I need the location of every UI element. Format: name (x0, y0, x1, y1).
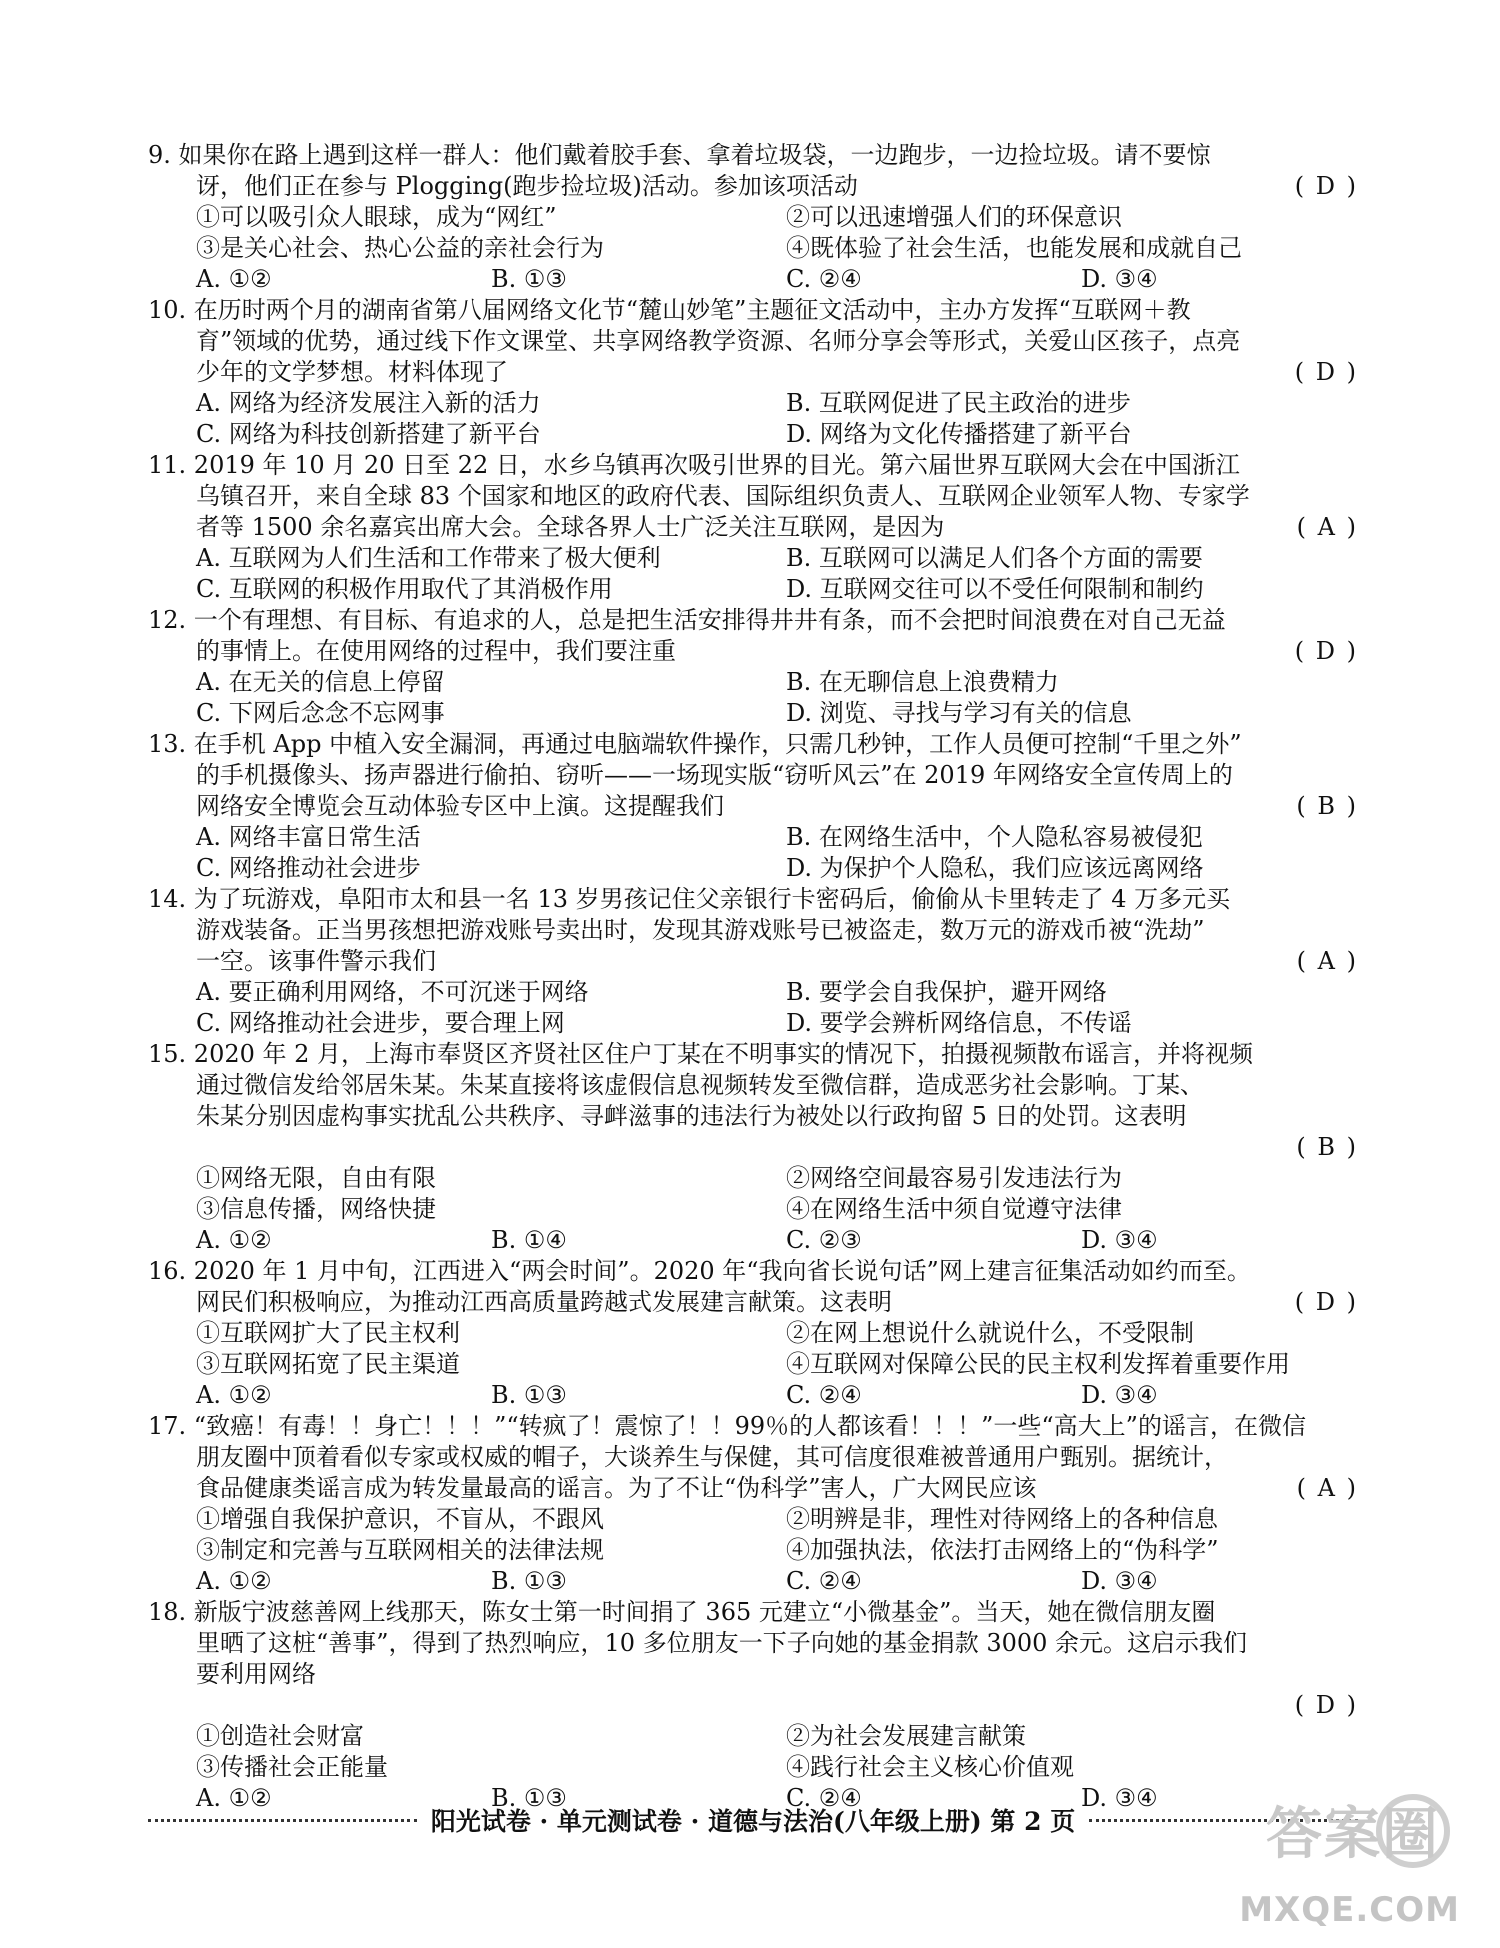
question-13 (148, 729, 1358, 884)
choice-option: C. ②④ (786, 265, 862, 293)
choice-option: B. 互联网促进了民主政治的进步 (786, 389, 1131, 417)
question-stem-line: 14. 为了玩游戏，阜阳市太和县一名 13 岁男孩记住父亲银行卡密码后，偷偷从卡里转走了 4 万多元买 (148, 885, 1231, 913)
answer-bracket: ( A ) (1296, 1474, 1358, 1502)
question-stem-line: 里晒了这桩“善事”，得到了热烈响应，10 多位朋友一下子向她的基金捐款 3000 余元。这启示我们 (196, 1629, 1248, 1657)
question-stem-line: 12. 一个有理想、有目标、有追求的人，总是把生活安排得井井有条，而不会把时间浪费在对自己无益 (148, 606, 1226, 634)
choice-option: A. 在无关的信息上停留 (196, 668, 445, 696)
statement-option: ②在网上想说什么就说什么，不受限制 (786, 1319, 1194, 1347)
statement-option: ④互联网对保障公民的民主权利发挥着重要作用 (786, 1350, 1290, 1378)
choice-option: A. ①② (196, 265, 272, 293)
question-18 (148, 1597, 1358, 1814)
question-stem-line: 游戏装备。正当男孩想把游戏账号卖出时，发现其游戏账号已被盗走，数万元的游戏币被“洗劫” (196, 916, 1205, 944)
watermark-logo: 答案圈 (1266, 1802, 1440, 1867)
question-10 (148, 295, 1358, 450)
question-14 (148, 884, 1358, 1039)
statement-option: ②为社会发展建言献策 (786, 1722, 1026, 1750)
statement-option: ①增强自我保护意识，不盲从，不跟风 (196, 1505, 604, 1533)
choice-option: B. 在无聊信息上浪费精力 (786, 668, 1059, 696)
choice-option: D. 浏览、寻找与学习有关的信息 (786, 699, 1132, 727)
answer-bracket: ( B ) (1296, 792, 1358, 820)
choice-option: D. ③④ (1081, 1381, 1158, 1409)
question-stem-line: 17. “致癌！有毒！！身亡！！！”“转疯了！震惊了！！99％的人都该看！！！”一些“高大上”的谣言，在微信 (148, 1412, 1306, 1440)
choice-option: D. ③④ (1081, 1567, 1158, 1595)
question-stem-line: 的手机摄像头、扬声器进行偷拍、窃听——一场现实版“窃听风云”在 2019 年网络安全宣传周上的 (196, 761, 1233, 789)
statement-option: ③信息传播，网络快捷 (196, 1195, 436, 1223)
question-17 (148, 1411, 1358, 1597)
choice-option: B. ①④ (491, 1226, 567, 1254)
question-11 (148, 450, 1358, 605)
answer-bracket: ( D ) (1294, 1288, 1358, 1316)
question-stem-line: 讶，他们正在参与 Plogging(跑步捡垃圾)活动。参加该项活动 ( D ) (196, 172, 1358, 200)
choice-option: A. ①② (196, 1226, 272, 1254)
choice-option: D. 网络为文化传播搭建了新平台 (786, 420, 1132, 448)
question-stem-line: 通过微信发给邻居朱某。朱某直接将该虚假信息视频转发至微信群，造成恶劣社会影响。丁某、 (196, 1071, 1204, 1099)
statement-option: ③是关心社会、热心公益的亲社会行为 (196, 234, 604, 262)
question-16 (148, 1256, 1358, 1411)
question-15 (148, 1039, 1358, 1256)
choice-option: C. 网络为科技创新搭建了新平台 (196, 420, 541, 448)
choice-option: A. ①② (196, 1567, 272, 1595)
choice-option: D. ③④ (1081, 1784, 1158, 1812)
question-stem-line: 少年的文学梦想。材料体现了 ( D ) (196, 358, 1358, 386)
choice-option: A. 互联网为人们生活和工作带来了极大便利 (196, 544, 661, 572)
watermark-site: MXQE.COM (1239, 1890, 1460, 1930)
statement-option: ①互联网扩大了民主权利 (196, 1319, 460, 1347)
answer-line (148, 1690, 1358, 1721)
statement-option: ①可以吸引众人眼球，成为“网红” (196, 203, 557, 231)
statement-option: ③制定和完善与互联网相关的法律法规 (196, 1536, 604, 1564)
choice-option: C. ②③ (786, 1226, 862, 1254)
statement-option: ④加强执法，依法打击网络上的“伪科学” (786, 1536, 1219, 1564)
question-stem-line: 9. 如果你在路上遇到这样一群人：他们戴着胶手套、拿着垃圾袋，一边跑步，一边捡垃圾。请不要惊 (148, 141, 1211, 169)
question-stem-line: 11. 2019 年 10 月 20 日至 22 日，水乡乌镇再次吸引世界的目光。第六届世界互联网大会在中国浙江 (148, 451, 1240, 479)
question-list (148, 140, 1358, 1814)
question-stem-line: 15. 2020 年 2 月，上海市奉贤区齐贤社区住户丁某在不明事实的情况下，拍摄视频散布谣言，并将视频 (148, 1040, 1254, 1068)
question-stem-line: 者等 1500 余名嘉宾出席大会。全球各界人士广泛关注互联网，是因为 ( A ) (196, 513, 1358, 541)
question-stem-line: 育”领域的优势，通过线下作文课堂、共享网络教学资源、名师分享会等形式，关爱山区孩子，点亮 (196, 327, 1241, 355)
statement-option: ③互联网拓宽了民主渠道 (196, 1350, 460, 1378)
question-stem-line: 网民们积极响应，为推动江西高质量跨越式发展建言献策。这表明 ( D ) (196, 1288, 1358, 1316)
choice-option: D. 为保护个人隐私，我们应该远离网络 (786, 854, 1204, 882)
choice-option: C. ②④ (786, 1381, 862, 1409)
question-stem-line: 乌镇召开，来自全球 83 个国家和地区的政府代表、国际组织负责人、互联网企业领军人物、专家学 (196, 482, 1250, 510)
choice-option: B. ①③ (491, 1381, 567, 1409)
choice-option: D. 互联网交往可以不受任何限制和制约 (786, 575, 1204, 603)
watermark (1239, 1790, 1460, 1930)
question-12 (148, 605, 1358, 729)
choice-option: D. 要学会辨析网络信息，不传谣 (786, 1009, 1132, 1037)
answer-line (148, 1132, 1358, 1163)
choice-option: B. ①③ (491, 1784, 567, 1812)
choice-option: C. 网络推动社会进步 (196, 854, 421, 882)
statement-option: ②网络空间最容易引发违法行为 (786, 1164, 1122, 1192)
choice-option: A. ①② (196, 1784, 272, 1812)
question-stem-line: 的事情上。在使用网络的过程中，我们要注重 ( D ) (196, 637, 1358, 665)
question-stem-line: 朱某分别因虚构事实扰乱公共秩序、寻衅滋事的违法行为被处以行政拘留 5 日的处罚。这表明 (196, 1102, 1187, 1130)
question-9 (148, 140, 1358, 295)
answer-bracket: ( B ) (1296, 1133, 1358, 1161)
statement-option: ③传播社会正能量 (196, 1753, 388, 1781)
answer-bracket: ( D ) (1294, 1691, 1358, 1719)
statement-option: ②明辨是非，理性对待网络上的各种信息 (786, 1505, 1218, 1533)
answer-bracket: ( A ) (1296, 947, 1358, 975)
choice-option: C. 下网后念念不忘网事 (196, 699, 445, 727)
choice-option: B. 互联网可以满足人们各个方面的需要 (786, 544, 1203, 572)
statement-option: ①创造社会财富 (196, 1722, 364, 1750)
statement-option: ④既体验了社会生活，也能发展和成就自己 (786, 234, 1242, 262)
question-stem-line: 一空。该事件警示我们 ( A ) (196, 947, 1358, 975)
answer-bracket: ( D ) (1294, 358, 1358, 386)
choice-option: C. 网络推动社会进步，要合理上网 (196, 1009, 565, 1037)
choice-option: C. ②④ (786, 1567, 862, 1595)
answer-bracket: ( D ) (1294, 172, 1358, 200)
page-footer (148, 1802, 1358, 1838)
answer-bracket: ( D ) (1294, 637, 1358, 665)
choice-option: A. 网络丰富日常生活 (196, 823, 421, 851)
question-stem-line: 10. 在历时两个月的湖南省第八届网络文化节“麓山妙笔”主题征文活动中，主办方发挥“互联网＋教 (148, 296, 1191, 324)
footer-divider (148, 1819, 417, 1822)
footer-text: 阳光试卷 · 单元测试卷 · 道德与法治(八年级上册) 第 2 页 (430, 1807, 1076, 1836)
question-stem-line: 18. 新版宁波慈善网上线那天，陈女士第一时间捐了 365 元建立“小微基金”。当天，她在微信朋友圈 (148, 1598, 1216, 1626)
choice-option: C. 互联网的积极作用取代了其消极作用 (196, 575, 613, 603)
question-stem-line: 网络安全博览会互动体验专区中上演。这提醒我们 ( B ) (196, 792, 1358, 820)
question-stem-line: 食品健康类谣言成为转发量最高的谣言。为了不让“伪科学”害人，广大网民应该 ( A ) (196, 1474, 1358, 1502)
question-stem-line: 16. 2020 年 1 月中旬，江西进入“两会时间”。2020 年“我向省长说句话”网上建言征集活动如约而至。 (148, 1257, 1251, 1285)
statement-option: ④在网络生活中须自觉遵守法律 (786, 1195, 1122, 1223)
question-stem-line: 要利用网络 (196, 1660, 316, 1688)
question-stem-line: 13. 在手机 App 中植入安全漏洞，再通过电脑端软件操作，只需几秒钟，工作人员便可控制“千里之外” (148, 730, 1242, 758)
question-stem-line: 朋友圈中顶着看似专家或权威的帽子，大谈养生与保健，其可信度很难被普通用户甄别。据统计， (196, 1443, 1228, 1471)
choice-option: B. ①③ (491, 1567, 567, 1595)
choice-option: A. ①② (196, 1381, 272, 1409)
statement-option: ④践行社会主义核心价值观 (786, 1753, 1074, 1781)
choice-option: B. 要学会自我保护，避开网络 (786, 978, 1107, 1006)
choice-option: D. ③④ (1081, 265, 1158, 293)
choice-option: B. 在网络生活中，个人隐私容易被侵犯 (786, 823, 1203, 851)
choice-option: C. ②④ (786, 1784, 862, 1812)
choice-option: A. 网络为经济发展注入新的活力 (196, 389, 541, 417)
choice-option: D. ③④ (1081, 1226, 1158, 1254)
statement-option: ①网络无限，自由有限 (196, 1164, 436, 1192)
choice-option: A. 要正确利用网络，不可沉迷于网络 (196, 978, 589, 1006)
answer-bracket: ( A ) (1296, 513, 1358, 541)
choice-option: B. ①③ (491, 265, 567, 293)
statement-option: ②可以迅速增强人们的环保意识 (786, 203, 1122, 231)
